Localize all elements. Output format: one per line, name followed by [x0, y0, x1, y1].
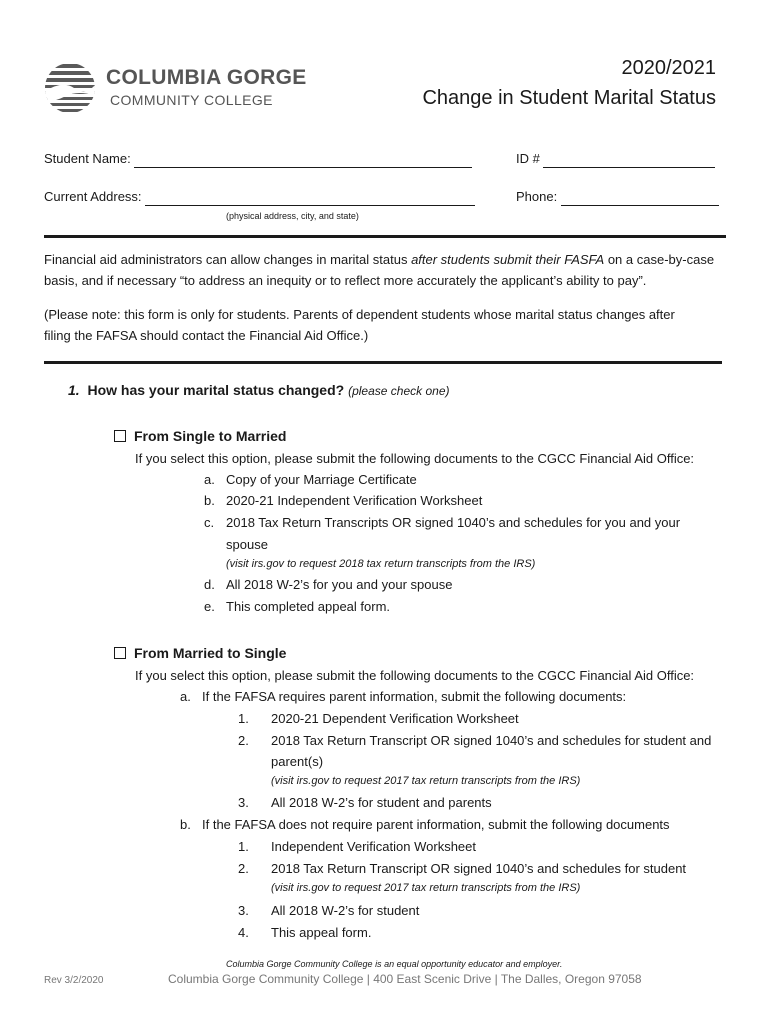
address-row	[44, 188, 475, 206]
item-text: Copy of your Marriage Certificate	[226, 472, 417, 487]
question-hint: (please check one)	[348, 384, 450, 398]
footer-eeo: Columbia Gorge Community College is an equal opportunity educator and employer.	[226, 959, 563, 969]
intro-paragraph-line2: basis, and if necessary “to address an inequity or to reflect more accurately the applicant’s ability to pay”.	[44, 273, 647, 288]
item-marker: b.	[204, 493, 215, 508]
phone-field[interactable]	[561, 191, 719, 206]
option2-a-item-3	[238, 794, 492, 812]
form-year: 2020/2021	[621, 57, 716, 79]
option1-item-e	[204, 598, 391, 616]
address-field[interactable]	[145, 191, 475, 206]
intro-paragraph-line1	[44, 251, 714, 269]
option2-b-item-4	[238, 924, 372, 942]
item-text: 2018 Tax Return Transcripts OR signed 1040’s and schedules for you and your	[226, 515, 681, 530]
option-married-to-single[interactable]	[114, 644, 286, 662]
option2-b-item-1	[238, 838, 477, 856]
option2-instruction: If you select this option, please submit the following documents to the CGCC Financial Aid Office:	[135, 668, 695, 683]
item-text: This appeal form.	[271, 925, 372, 940]
item-text: 2018 Tax Return Transcript OR signed 1040’s and schedules for student and	[271, 733, 712, 748]
option1-item-d	[204, 576, 453, 594]
item-marker: b.	[180, 817, 191, 832]
item-text: If the FAFSA requires parent information, submit the following documents:	[202, 689, 627, 704]
logo-name: COLUMBIA GORGE	[106, 66, 307, 89]
option1-item-a	[204, 471, 417, 489]
item-marker: a.	[180, 689, 191, 704]
item-marker: 1.	[238, 839, 249, 854]
item-text: All 2018 W-2’s for you and your spouse	[226, 577, 453, 592]
option1-instruction: If you select this option, please submit the following documents to the CGCC Financial Aid Office:	[135, 451, 695, 466]
phone-label: Phone:	[516, 189, 558, 204]
option2-b-item-2	[238, 860, 687, 878]
student-name-field[interactable]	[134, 153, 472, 168]
item-marker: 3.	[238, 903, 249, 918]
divider-top	[44, 235, 726, 238]
item-text: This completed appeal form.	[226, 599, 391, 614]
item-marker: 2.	[238, 861, 249, 876]
option1-item-c	[204, 514, 681, 532]
option2-b-item-2-note: (visit irs.gov to request 2017 tax return transcripts from the IRS)	[271, 882, 581, 894]
question-1	[68, 381, 449, 400]
checkbox-single-to-married[interactable]	[114, 430, 126, 442]
phone-row	[516, 188, 719, 206]
item-text: Independent Verification Worksheet	[271, 839, 477, 854]
item-marker: 4.	[238, 925, 249, 940]
item-text: 2018 Tax Return Transcript OR signed 1040’s and schedules for student	[271, 861, 687, 876]
intro-text-c: on a case-by-case	[604, 252, 715, 267]
option2-item-a	[180, 688, 627, 706]
student-name-row	[44, 150, 472, 168]
question-number: 1.	[68, 382, 80, 398]
option2-a-item-2	[238, 732, 712, 750]
option1-item-c-note: (visit irs.gov to request 2018 tax return transcripts from the IRS)	[226, 558, 536, 570]
item-marker: c.	[204, 515, 215, 530]
student-name-label: Student Name:	[44, 151, 131, 166]
footer-revision: Rev 3/2/2020	[44, 975, 104, 986]
option-single-to-married[interactable]	[114, 427, 286, 445]
option2-a-item-1	[238, 710, 519, 728]
item-text: All 2018 W-2’s for student	[271, 903, 420, 918]
item-marker: 3.	[238, 795, 249, 810]
logo-emblem-icon	[44, 62, 96, 114]
option2-title: From Married to Single	[134, 645, 287, 661]
option2-item-b	[180, 816, 670, 834]
item-text: All 2018 W-2’s for student and parents	[271, 795, 492, 810]
option2-a-item-2-note: (visit irs.gov to request 2017 tax return transcripts from the IRS)	[271, 775, 581, 787]
form-title: Change in Student Marital Status	[422, 87, 716, 109]
id-row	[516, 150, 715, 168]
option1-item-b	[204, 492, 483, 510]
option1-title: From Single to Married	[134, 428, 287, 444]
intro-text-a: Financial aid administrators can allow changes in marital status	[44, 252, 412, 267]
divider-bottom	[44, 361, 722, 364]
option2-b-item-3	[238, 902, 420, 920]
item-marker: 1.	[238, 711, 249, 726]
footer-address: Columbia Gorge Community College | 400 East Scenic Drive | The Dalles, Oregon 97058	[168, 972, 642, 986]
item-marker: 2.	[238, 733, 249, 748]
address-hint: (physical address, city, and state)	[226, 211, 359, 221]
item-text: 2020-21 Independent Verification Worksheet	[226, 493, 483, 508]
item-text: 2020-21 Dependent Verification Worksheet	[271, 711, 519, 726]
option1-item-c-cont: spouse	[226, 537, 268, 552]
item-marker: e.	[204, 599, 215, 614]
note-paragraph-line1: (Please note: this form is only for students. Parents of dependent students whose marital status changes after	[44, 307, 675, 322]
question-text: How has your marital status changed?	[87, 382, 345, 398]
item-marker: a.	[204, 472, 215, 487]
address-label: Current Address:	[44, 189, 142, 204]
checkbox-married-to-single[interactable]	[114, 647, 126, 659]
college-logo	[44, 62, 324, 114]
option2-a-item-2-cont: parent(s)	[271, 754, 324, 769]
note-paragraph-line2: filing the FAFSA should contact the Financial Aid Office.)	[44, 328, 369, 343]
id-field[interactable]	[543, 153, 715, 168]
item-text: If the FAFSA does not require parent information, submit the following documents	[202, 817, 670, 832]
item-marker: d.	[204, 577, 215, 592]
logo-subname: COMMUNITY COLLEGE	[110, 92, 273, 108]
id-label: ID #	[516, 151, 540, 166]
intro-text-b: after students submit their FASFA	[411, 252, 605, 267]
